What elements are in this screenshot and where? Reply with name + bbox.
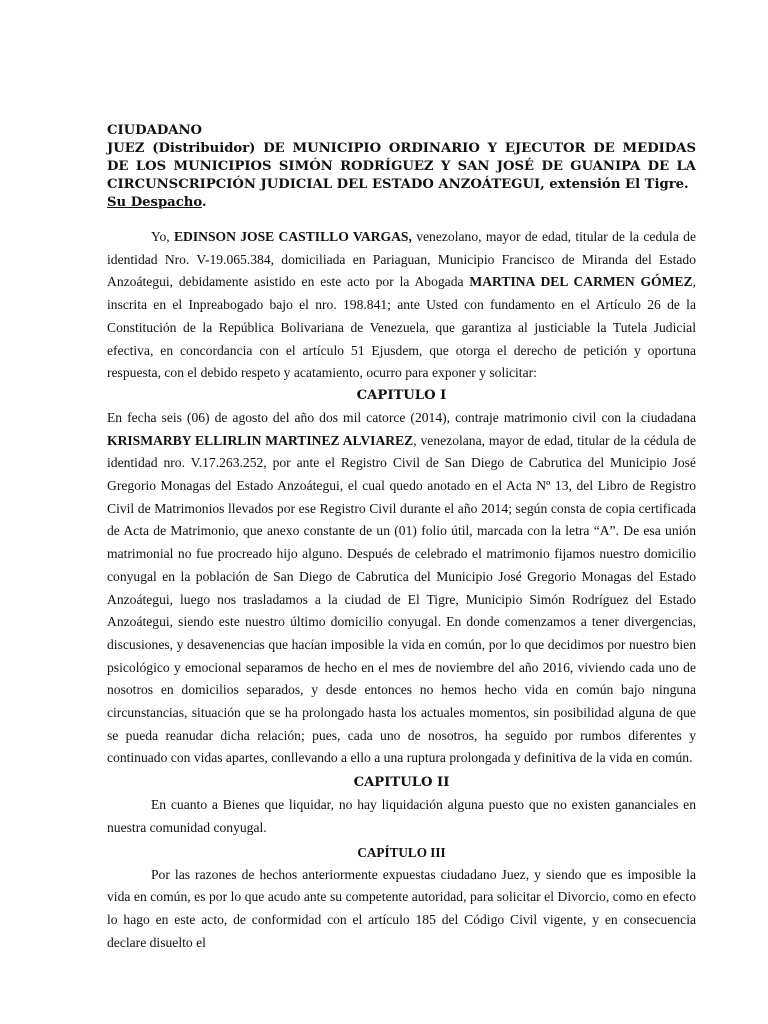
- spouse-name: KRISMARBY ELLIRLIN MARTINEZ ALVIAREZ: [107, 432, 414, 448]
- chapter-3-title: CAPÍTULO III: [357, 844, 446, 860]
- chapter-1-paragraph: En fecha seis (06) de agosto del año dos mil catorce (2014), contraje matrimonio civil con la ciudadana KRISMARBY ELLIRLIN MARTINEZ ALVIAREZ, venezolana, mayor de edad, titular de la cédula de identidad nro. V.17.263.252, por ante el Registro Civil de San Diego de Cabrutica del Municipio José Gregorio Monagas del Estado Anzoátegui, el cual quedo anotado en el Acta Nº 13, del Libro de Registro Civil de Matrimonios llevados por ese Registro Civil durante el año 2014; según consta de copia certificada de Acta de Matrimonio, que anexo constante de un (01) folio útil, marcada con la letra “A”. De esa unión matrimonial no fue procreado hijo alguno. Después de celebrado el matrimonio fijamos nuestro domicilio conyugal en la población de San Diego de Cabrutica del Municipio José Gregorio Monagas del Estado Anzoátegui, luego nos trasladamos a la ciudad de El Tigre, Municipio Simón Rodríguez del Estado Anzoátegui, siendo este nuestro último domicilio conyugal. En donde comenzamos a tener divergencias, discusiones, y desavenencias que hacían imposible la vida en común, por lo que decidimos por nuestro bien psicológico y emocional separamos de hecho en el mes de noviembre del año 2016, viviendo cada uno de nosotros en domicilios separados, y desde entonces no hemos hecho vida en común bajo ninguna circunstancias, situación que se ha prolongado hasta los actuales momentos, sin posibilidad alguna de que se pueda reanudar dicha relación; pues, cada uno de nosotros, ha seguido por rumbos diferentes y continuado con vidas apartes, conllevando a ello a una ruptura prolongada y definitiva de la vida en común.: [107, 409, 696, 766]
- addressee-court: JUEZ (Distribuidor) DE MUNICIPIO ORDINARIO Y EJECUTOR DE MEDIDAS DE LOS MUNICIPIOS SIMÓN RODRÍGUEZ Y SAN JOSÉ DE GUANIPA DE LA CIRCUNSCRIPCIÓN JUDICIAL DEL ESTADO ANZOÁTEGUI, extensión El Tigre.: [107, 141, 696, 192]
- document-page: [107, 122, 696, 954]
- chapter-2-paragraph: En cuanto a Bienes que liquidar, no hay liquidación alguna puesto que no existen gananciales en nuestra comunidad conyugal.: [107, 797, 696, 835]
- addressee-title: CIUDADANO: [107, 123, 203, 138]
- chapter-2-title: CAPITULO II: [353, 775, 450, 791]
- addressee-closing: Su Despacho.: [107, 195, 207, 210]
- petitioner-name: EDINSON JOSE CASTILLO VARGAS,: [173, 229, 412, 244]
- su-despacho: Su Despacho: [107, 195, 202, 210]
- lawyer-name: MARTINA DEL CARMEN GÓMEZ: [469, 274, 693, 290]
- addressee-header: [107, 122, 696, 212]
- chapter-3-paragraph: Por las razones de hechos anteriormente expuestas ciudadano Juez, y siendo que es imposible la vida en común, es por lo que acudo ante su competente autoridad, para solicitar el Divorcio, como en efecto lo hago en este acto, de conformidad con el artículo 185 del Código Civil vigente, y en consecuencia declare disuelto el: [107, 866, 696, 950]
- chapter-1-title: CAPITULO I: [356, 387, 447, 403]
- intro-paragraph: Yo, EDINSON JOSE CASTILLO VARGAS, venezolano, mayor de edad, titular de la cedula de identidad Nro. V-19.065.384, domiciliada en Pariaguan, Municipio Francisco de Miranda del Estado Anzoátegui, debidamente asistido en este acto por la Abogada MARTINA DEL CARMEN GÓMEZ, inscrita en el Inpreabogado bajo el nro. 198.841; ante Usted con fundamento en el Artículo 26 de la Constitución de la República Bolivariana de Venezuela, que garantiza al justiciable la Tutela Judicial efectiva, en concordancia con el artículo 51 Ejusdem, que otorga el derecho de petición y oportuna respuesta, con el debido respeto y acatamiento, ocurro para exponer y solicitar:: [107, 229, 696, 381]
